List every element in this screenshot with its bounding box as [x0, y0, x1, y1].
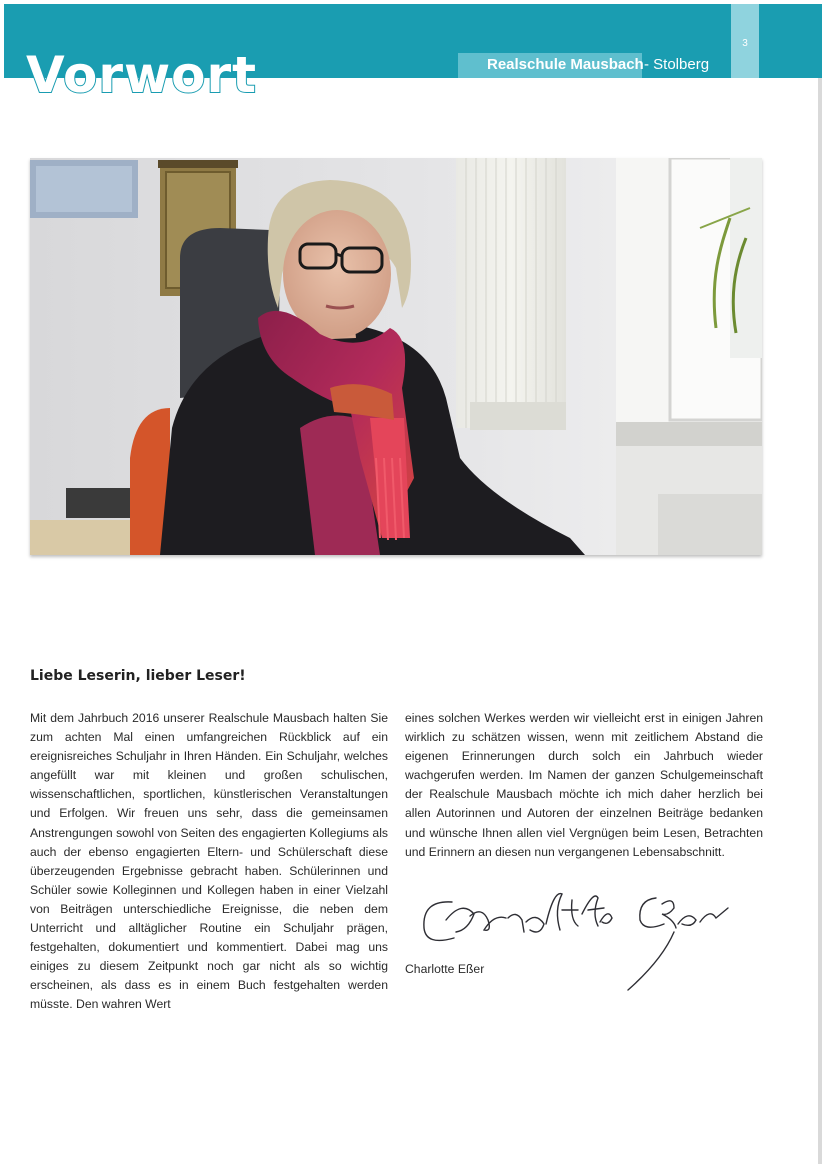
handwritten-signature [412, 880, 752, 995]
letter-column-right: eines solchen Werkes werden wir vielleicht erst in einigen Jahren wirklich zu schätzen wissen, wenn mit zeitlichem Abstand die eigenen Erinnerungen durch solch ein Jahrbuch wieder wachgerufen werden. Im Namen der ganzen Schulgemeinschaft der Realschule Mausbach möchte ich mich daher herzlich bei allen Autorinnen und Autoren der einzelnen Beiträge bedanken und wünsche Ihnen allen viel Vergnügen beim Lesen, Betrachten und Erinnern an diesen nun vergangenen Lebensabschnitt. [405, 711, 763, 859]
school-name: Realschule Mausbach [487, 56, 644, 73]
page-edge [818, 78, 822, 1164]
portrait-photo [30, 158, 762, 555]
portrait-illustration [30, 158, 762, 555]
signature-name: Charlotte Eßer [405, 962, 485, 976]
school-city: - Stolberg [644, 56, 710, 73]
page-number-tab [731, 4, 759, 78]
page-number: 3 [742, 38, 748, 49]
letter-column-left: Mit dem Jahrbuch 2016 unserer Realschule Mausbach halten Sie zum achten Mal einen umfangreichen Rückblick auf ein ereignisreiches Schuljahr in Ihren Händen. Ein Schuljahr, welches angefüllt war mit kleinen und großen schulischen, wissenschaftlichen, sportlichen, künstlerischen Veranstaltungen und Erfolgen. Wir freuen uns sehr, dass die gemeinsamen Anstrengungen sowohl von Seiten des engagierten Kollegiums als auch der ebenso engagierten Eltern- und Schülerschaft diese überzeugenden Ergebnisse gebracht haben. Schülerinnen und Schüler sowie Kolleginnen und Kollegen haben in einer Vielzahl von Beiträgen unterschiedliche Ereignisse, die neben dem Unterricht und alltäglicher Routine ein Schuljahr prägen, festgehalten, dokumentiert und kommentiert. Dabei mag uns einiges zu diesem Zeitpunkt noch gar nicht als so wichtig erscheinen, als dass es in einem Buch festgehalten werden müsste. Den wahren Wert [30, 711, 388, 1012]
letter-greeting: Liebe Leserin, lieber Leser! [30, 668, 246, 684]
page-title: Vorwort [26, 46, 258, 104]
